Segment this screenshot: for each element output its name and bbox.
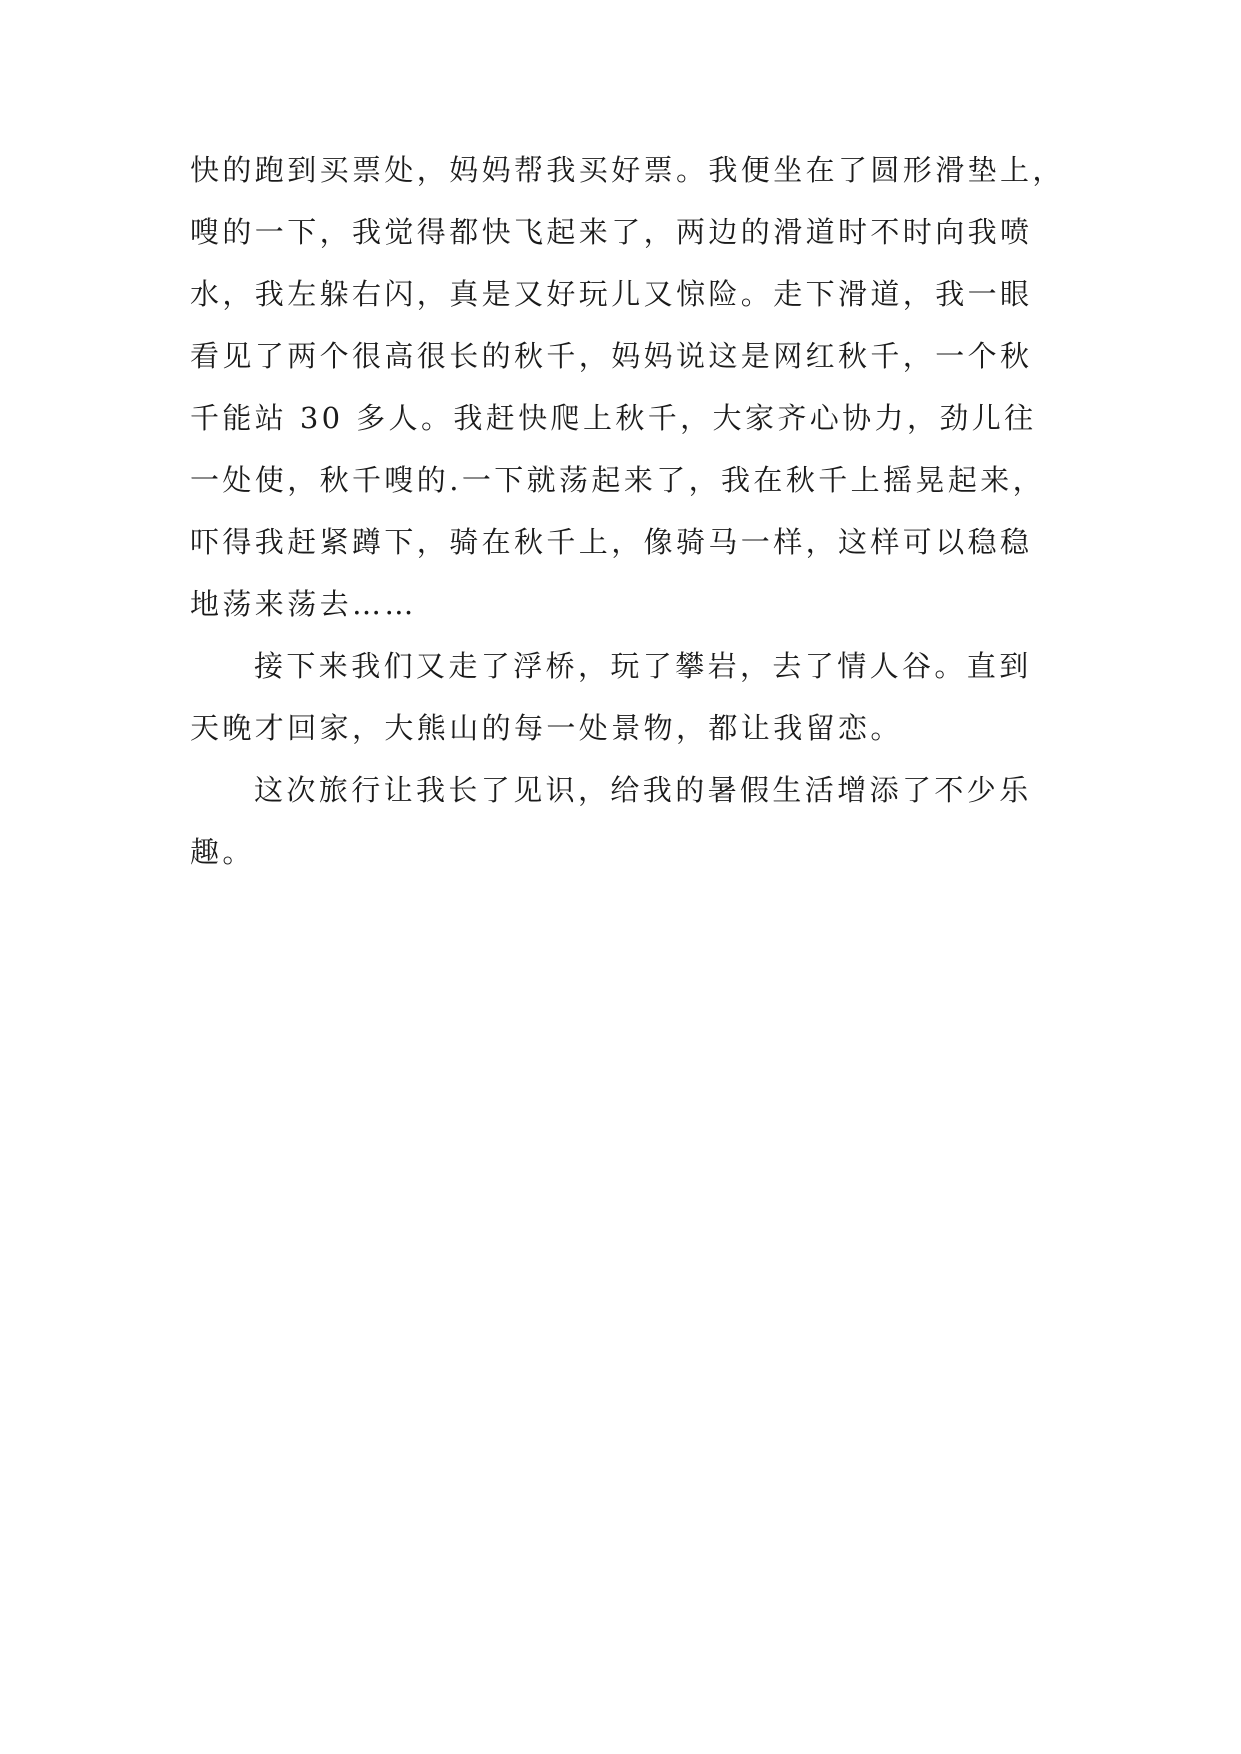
text-line: 趣。 [190, 835, 255, 869]
paragraph-first-line: 这次旅行让我长了见识，给我的暑假生活增添了不少乐 [254, 773, 1032, 807]
text-line: 千能站 30 多人。我赶快爬上秋千，大家齐心协力，劲儿往 [190, 401, 1037, 435]
text-line: 吓得我赶紧蹲下，骑在秋千上，像骑马一样，这样可以稳稳 [190, 525, 1033, 559]
text-line: 天晚才回家，大熊山的每一处景物，都让我留恋。 [190, 711, 903, 745]
text-line: 水，我左躲右闪，真是又好玩儿又惊险。走下滑道，我一眼 [190, 277, 1033, 311]
text-line: 嗖的一下，我觉得都快飞起来了，两边的滑道时不时向我喷 [190, 215, 1033, 249]
paragraph-first-line: 接下来我们又走了浮桥，玩了攀岩，去了情人谷。直到 [254, 649, 1032, 683]
text-line: 地荡来荡去…… [190, 587, 417, 621]
text-line: 看见了两个很高很长的秋千，妈妈说这是网红秋千，一个秋 [190, 339, 1033, 373]
text-line: 快的跑到买票处，妈妈帮我买好票。我便坐在了圆形滑垫上， [190, 153, 1065, 187]
text-line: 一处使，秋千嗖的.一下就荡起来了，我在秋千上摇晃起来， [190, 463, 1046, 497]
